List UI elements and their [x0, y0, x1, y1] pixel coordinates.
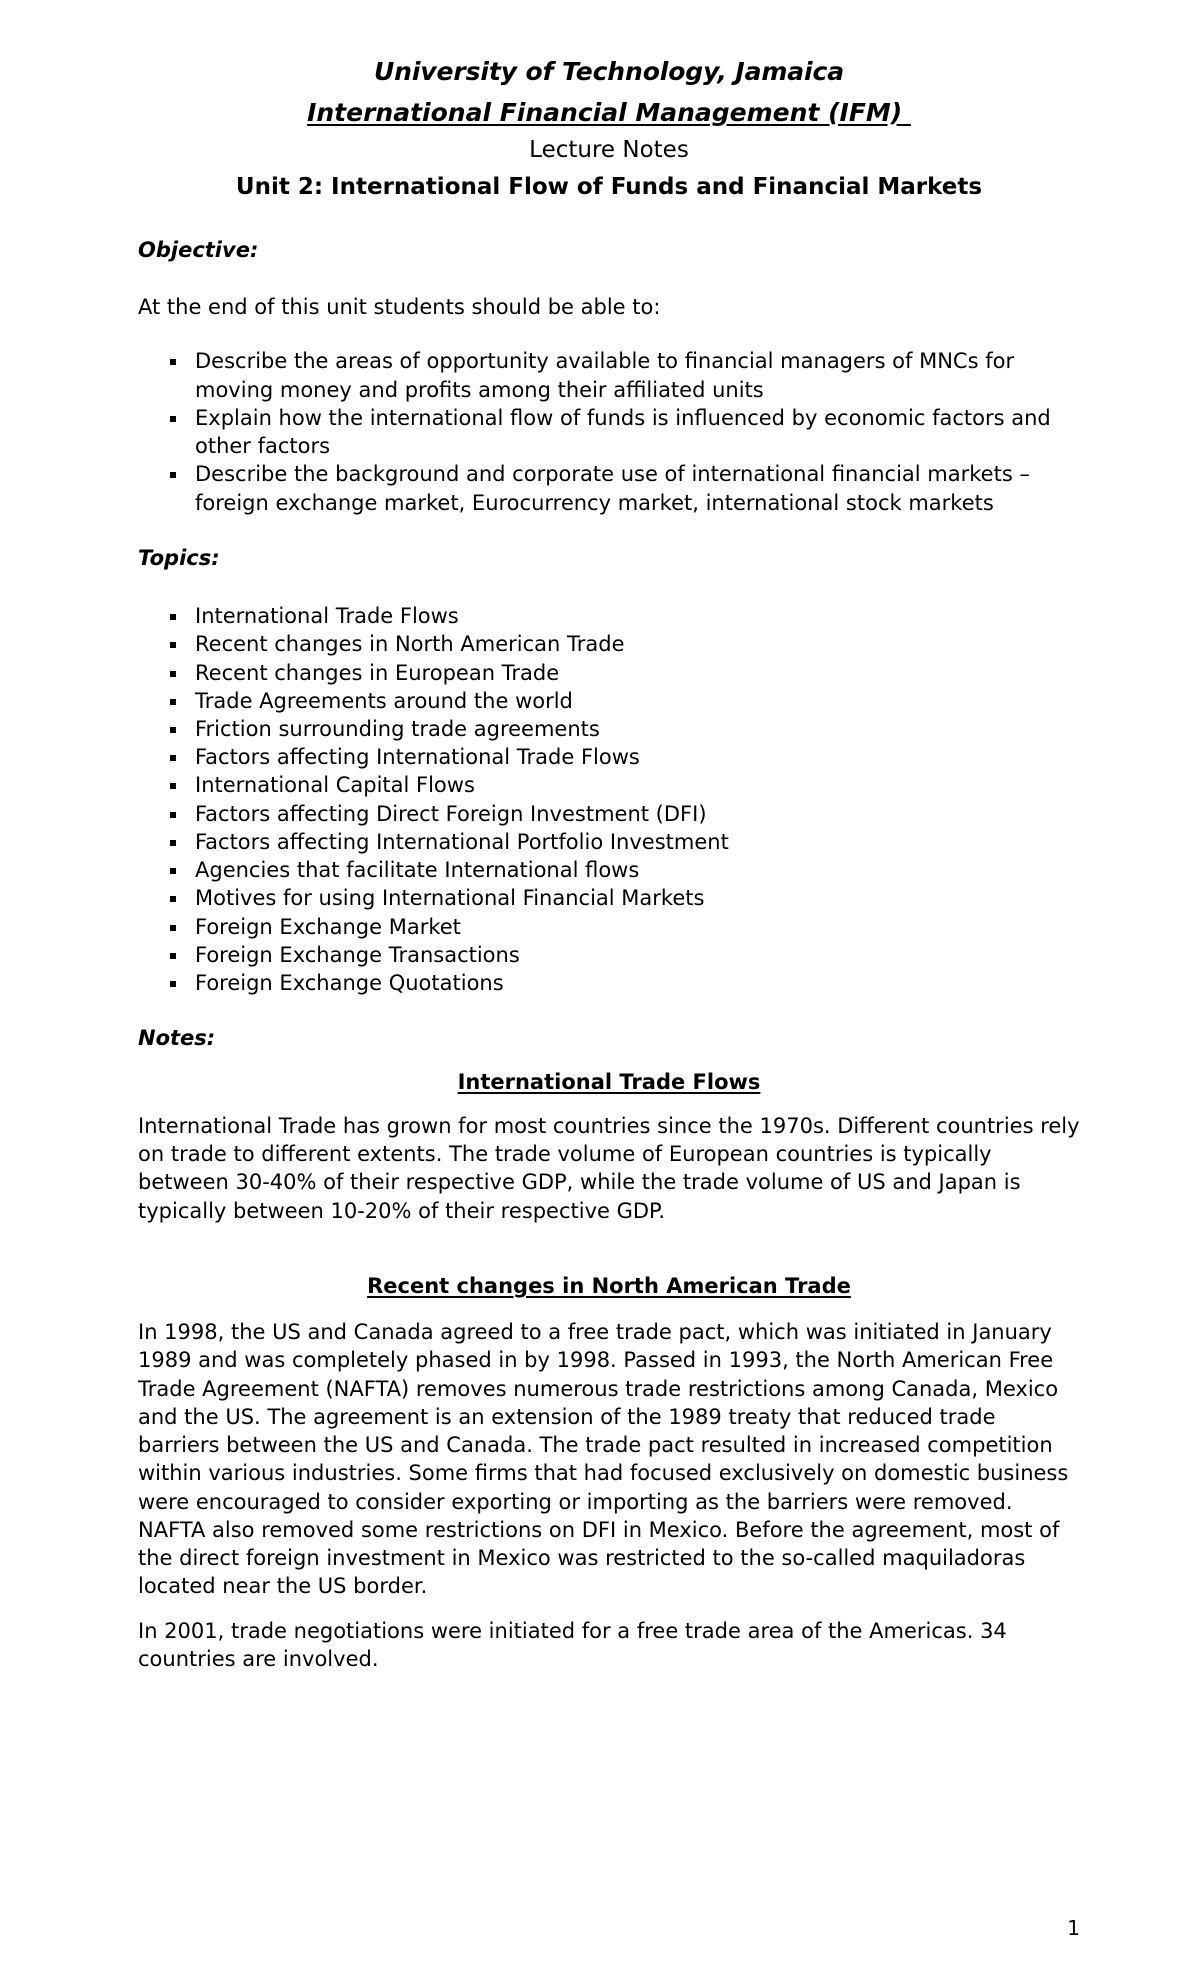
course-title	[138, 97, 1080, 130]
section-heading-trade-flows: International Trade Flows	[457, 1069, 761, 1094]
paragraph: In 1998, the US and Canada agreed to a free trade pact, which was initiated in January 1989 and was completely phased in by 1998. Passed in 1993, the North American Free Trade Agreement (NAFTA) removes numerous trade restrictions among Canada, Mexico and the US. The agreement is an extension of the 1989 treaty that reduced trade barriers between the US and Canada. The trade pact resulted in increased competition within various industries. Some firms that had focused exclusively on domestic business were encouraged to consider exporting or importing as the barriers were removed. NAFTA also removed some restrictions on DFI in Mexico. Before the agreement, most of the direct foreign investment in Mexico was restricted to the so-called maquiladoras located near the US border.	[138, 1320, 1069, 1599]
objective-list	[138, 347, 1080, 516]
list-item: Describe the areas of opportunity available to financial managers of MNCs for moving money and profits among their affiliated units	[138, 347, 1080, 403]
list-item: Friction surrounding trade agreements	[138, 715, 1080, 743]
list-item: International Capital Flows	[138, 771, 1080, 799]
objective-label: Objective:	[138, 237, 259, 262]
topics-list	[138, 602, 1080, 997]
institution-title: University of Technology, Jamaica	[373, 57, 845, 86]
topics-label: Topics:	[138, 545, 220, 570]
list-item: Factors affecting Direct Foreign Investment (DFI)	[138, 800, 1080, 828]
list-item: Foreign Exchange Quotations	[138, 969, 1080, 997]
list-item: Agencies that facilitate International flows	[138, 856, 1080, 884]
list-item: Recent changes in European Trade	[138, 659, 1080, 687]
list-item: International Trade Flows	[138, 602, 1080, 630]
section-heading-north-american-trade: Recent changes in North American Trade	[367, 1273, 851, 1298]
document-kind: Lecture Notes	[529, 137, 689, 163]
list-item: Foreign Exchange Transactions	[138, 941, 1080, 969]
paragraph: In 2001, trade negotiations were initiated for a free trade area of the Americas. 34 countries are involved.	[138, 1618, 1007, 1671]
list-item: Trade Agreements around the world	[138, 687, 1080, 715]
list-item: Factors affecting International Trade Flows	[138, 743, 1080, 771]
course-title-text: International Financial Management (IFM)	[307, 97, 903, 127]
notes-label: Notes:	[138, 1026, 216, 1051]
list-item: Factors affecting International Portfolio Investment	[138, 828, 1080, 856]
objective-lead: At the end of this unit students should be able to:	[138, 295, 661, 320]
list-item: Explain how the international flow of funds is influenced by economic factors and other factors	[138, 404, 1080, 460]
paragraph: International Trade has grown for most countries since the 1970s. Different countries rely on trade to different extents. The trade volume of European countries is typically between 30-40% of their respective GDP, while the trade volume of US and Japan is typically between 10-20% of their respective GDP.	[138, 1113, 1080, 1223]
list-item: Describe the background and corporate use of international financial markets – foreign exchange market, Eurocurrency market, international stock markets	[138, 460, 1080, 516]
list-item: Foreign Exchange Market	[138, 913, 1080, 941]
unit-heading: Unit 2: International Flow of Funds and Financial Markets	[235, 173, 983, 200]
course-title-trailing-space	[902, 98, 911, 127]
page-number: 1	[1067, 1916, 1080, 1940]
list-item: Recent changes in North American Trade	[138, 630, 1080, 658]
list-item: Motives for using International Financial Markets	[138, 884, 1080, 912]
